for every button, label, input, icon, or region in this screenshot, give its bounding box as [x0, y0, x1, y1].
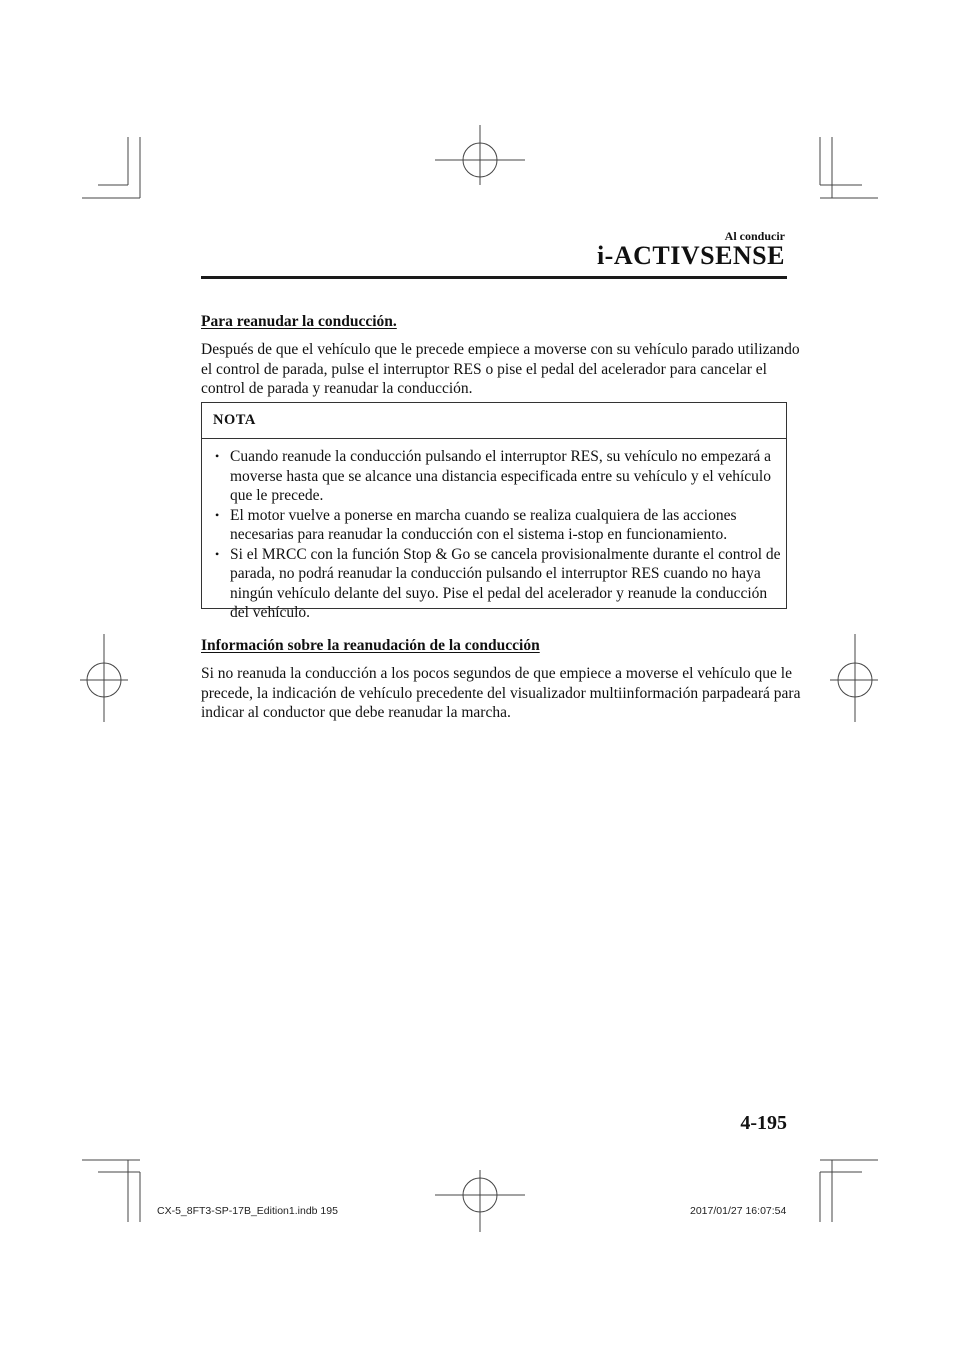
- bullet-icon: •: [215, 507, 220, 522]
- note-item-text: Cuando reanude la conducción pulsando el interruptor RES, su vehículo no empezará a moverse hasta que se alcance una distancia especificada entre su vehículo y el vehículo que le precede.: [230, 448, 772, 504]
- section-heading-resume: Para reanudar la conducción.: [201, 313, 397, 330]
- note-list: [202, 439, 786, 623]
- section-heading-info: Información sobre la reanudación de la conducción: [201, 637, 540, 654]
- section-body-info: Si no reanuda la conducción a los pocos segundos de que empiece a moverse el vehículo que le precede, la indicación de vehículo precedente del visualizador multiinformación parpadeará para indicar al conductor que debe reanudar la marcha.: [201, 665, 801, 721]
- page-number: 4-195: [740, 1112, 787, 1134]
- note-item: [202, 545, 786, 623]
- page-title: i-ACTIVSENSE: [596, 241, 785, 270]
- note-item-text: El motor vuelve a ponerse en marcha cuando se realiza cualquiera de las acciones necesarias para reanudar la conducción con el sistema i-stop en funcionamiento.: [230, 506, 737, 543]
- footer-file-name: CX-5_8FT3-SP-17B_Edition1.indb 195: [157, 1205, 338, 1217]
- note-box: [201, 402, 787, 621]
- bullet-icon: •: [215, 449, 220, 463]
- header-divider: [201, 276, 787, 279]
- note-item-text: Si el MRCC con la función Stop & Go se cancela provisionalmente durante el control de parada, no podrá reanudar la conducción pulsando el interruptor RES cuando no haya ningún vehículo delante del suyo. Pise el pedal del acelerador y reanude la conducción del vehículo.: [230, 545, 781, 621]
- footer-timestamp: 2017/01/27 16:07:54: [690, 1205, 787, 1217]
- section-body-resume: Después de que el vehículo que le precede empiece a moverse con su vehículo parado utilizando el control de parada, pulse el interruptor RES o pise el pedal del acelerador para cancelar el control de parada y reanudar la conducción.: [201, 341, 800, 397]
- bullet-icon: •: [215, 546, 220, 561]
- note-item: [202, 447, 786, 506]
- chapter-label: Al conducir: [724, 229, 785, 243]
- note-title: NOTA: [202, 403, 786, 439]
- note-item: [202, 506, 786, 545]
